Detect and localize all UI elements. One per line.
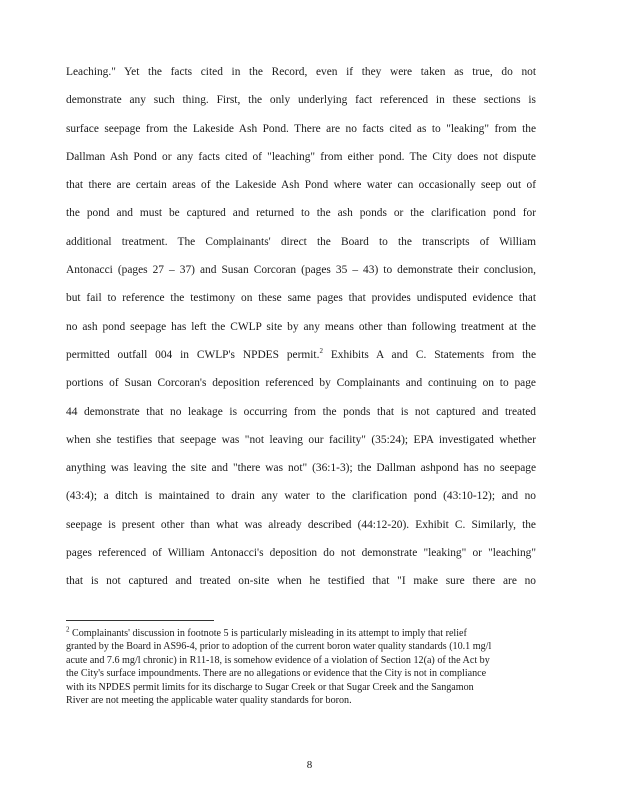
body-line: that is not captured and treated on-site when he testified that "I make sure there are no: [66, 575, 536, 588]
footnote-line-text: Complainants' discussion in footnote 5 is particularly misleading in its attempt to imply that relief: [69, 628, 467, 639]
body-line: Leaching." Yet the facts cited in the Record, even if they were taken as true, do not: [66, 66, 536, 78]
body-line: demonstrate any such thing. First, the only underlying fact referenced in these sections is: [66, 94, 536, 107]
body-line: pages referenced of William Antonacci's deposition do not demonstrate "leaking" or "leaching": [66, 547, 536, 560]
body-paragraph: [66, 58, 536, 596]
body-line-part: permitted outfall 004 in CWLP's NPDES permit.: [66, 348, 320, 361]
body-line-with-footnote-ref: [66, 341, 536, 369]
footnote-line: acute and 7.6 mg/l chronic) in R11-18, is somehow evidence of a violation of Section 12(a) of the Act by: [66, 654, 490, 666]
footnote-line: with its NPDES permit limits for its discharge to Sugar Creek or that Sugar Creek and the Sangamon: [66, 681, 474, 693]
body-line: seepage is present other than what was already described (44:12-20). Exhibit C. Similarly, the: [66, 518, 536, 531]
body-line: when she testifies that seepage was "not leaving our facility" (35:24); EPA investigated whether: [66, 433, 536, 446]
body-line: 44 demonstrate that no leakage is occurring from the ponds that is not captured and treated: [66, 405, 536, 418]
body-line: Antonacci (pages 27 – 37) and Susan Corcoran (pages 35 – 43) to demonstrate their conclusion,: [66, 264, 536, 277]
footnote-divider: [66, 620, 214, 621]
body-line: Dallman Ash Pond or any facts cited of "leaching" from either pond. The City does not dispute: [66, 150, 536, 163]
body-line: (43:4); a ditch is maintained to drain any water to the clarification pond (43:10-12); and no: [66, 490, 536, 503]
body-line-part: Exhibits A and C. Statements from the: [322, 348, 537, 361]
footnote-line: [66, 627, 531, 640]
body-line: but fail to reference the testimony on these same pages that provides undisputed evidence that: [66, 292, 536, 305]
footnote-line: granted by the Board in AS96-4, prior to adoption of the current boron water quality standards (10.1 mg/l: [66, 641, 492, 653]
footnote-line: River are not meeting the applicable water quality standards for boron.: [66, 695, 352, 707]
footnote-marker: 2: [66, 625, 70, 634]
body-line: surface seepage from the Lakeside Ash Pond. There are no facts cited as to "leaking" from the: [66, 122, 536, 135]
footnote-reference: 2: [319, 347, 323, 356]
body-line: the pond and must be captured and returned to the ash ponds or the clarification pond for: [66, 207, 536, 220]
page-number: 8: [306, 759, 313, 771]
body-line: that there are certain areas of the Lakeside Ash Pond where water can occasionally seep out of: [66, 179, 536, 192]
body-line: additional treatment. The Complainants' direct the Board to the transcripts of William: [66, 235, 536, 248]
footnote: [66, 627, 531, 707]
footnote-line: the City's surface impoundments. There are no allegations or evidence that the City is not in compliance: [66, 668, 487, 680]
body-line: portions of Susan Corcoran's deposition referenced by Complainants and continuing on to page: [66, 377, 536, 390]
body-line: no ash pond seepage has left the CWLP site by any means other than following treatment at the: [66, 320, 536, 333]
body-line: anything was leaving the site and "there was not" (36:1-3); the Dallman ashpond has no seepage: [66, 462, 536, 475]
